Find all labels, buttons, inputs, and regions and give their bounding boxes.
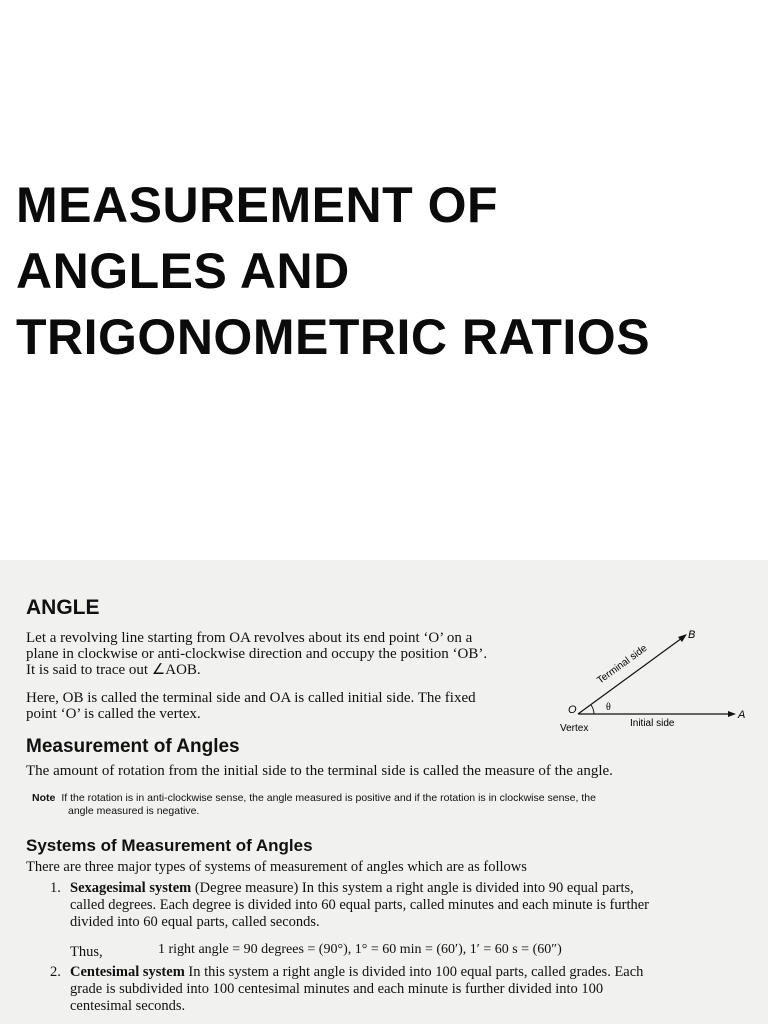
thus-label: Thus,: [70, 944, 103, 960]
label-terminal-side: Terminal side: [595, 642, 650, 687]
item-2-number: 2.: [50, 964, 61, 980]
title-line-3: TRIGONOMETRIC RATIOS: [16, 309, 651, 365]
label-vertex: Vertex: [560, 723, 589, 734]
systems-intro: There are three major types of systems of measurement of angles which are as follows: [26, 859, 527, 875]
angle-diagram: [550, 620, 750, 740]
terminal-side-line: [578, 638, 682, 714]
list-item-sexagesimal: [50, 880, 730, 931]
item-1-term: Sexagesimal system: [70, 880, 192, 896]
angle-para-1-line-1: Let a revolving line starting from OA revolves about its end point ‘O’ on a: [26, 630, 473, 646]
item-2-line-1: In this system a right angle is divided into 100 equal parts, called grades. Each: [184, 964, 644, 980]
page-title: [16, 172, 650, 370]
angle-para-1-line-2: plane in clockwise or anti-clockwise direction and occupy the position ‘OB’.: [26, 646, 488, 662]
item-1-line-2: called degrees. Each degree is divided into 60 equal parts, called minutes and each minute is further: [70, 897, 649, 913]
measurement-heading: Measurement of Angles: [26, 736, 240, 757]
label-b: B: [688, 629, 696, 641]
list-item-centesimal: [50, 964, 730, 1015]
note-line-2: angle measured is negative.: [68, 805, 200, 817]
angle-para-2-line-1: Here, OB is called the terminal side and OA is called initial side. The fixed: [26, 690, 476, 706]
thus-equation: 1 right angle = 90 degrees = (90°), 1° = 60 min = (60′), 1′ = 60 s = (60″): [158, 942, 562, 957]
note-line-1: If the rotation is in anti-clockwise sense, the angle measured is positive and if the rotation is in clockwise sense, the: [61, 792, 596, 804]
document-page: [0, 560, 768, 1024]
angle-para-2-line-2: point ‘O’ is called the vertex.: [26, 706, 201, 722]
note-box: [32, 792, 742, 818]
item-1-number: 1.: [50, 880, 61, 896]
item-1-line-3: divided into 60 equal parts, called seconds.: [70, 914, 320, 930]
measurement-text: The amount of rotation from the initial side to the terminal side is called the measure of the angle.: [26, 763, 613, 779]
label-initial-side: Initial side: [630, 718, 675, 729]
label-theta: θ: [606, 702, 611, 713]
terminal-side-arrow: [678, 634, 687, 642]
note-label: Note: [32, 792, 56, 804]
label-o: O: [568, 704, 577, 716]
item-1-line-1: (Degree measure) In this system a right angle is divided into 90 equal parts,: [191, 880, 634, 896]
title-line-1: MEASUREMENT OF: [16, 177, 498, 233]
item-2-line-3: centesimal seconds.: [70, 998, 186, 1014]
theta-arc: [591, 705, 594, 714]
title-line-2: ANGLES AND: [16, 243, 350, 299]
angle-para-1-line-3: It is said to trace out ∠AOB.: [26, 662, 201, 678]
systems-heading: Systems of Measurement of Angles: [26, 836, 313, 855]
item-2-line-2: grade is subdivided into 100 centesimal minutes and each minute is further divided into 100: [70, 981, 604, 997]
angle-heading: ANGLE: [26, 596, 100, 619]
item-2-term: Centesimal system: [70, 964, 185, 980]
initial-side-arrow: [728, 711, 736, 717]
label-a: A: [738, 709, 746, 721]
